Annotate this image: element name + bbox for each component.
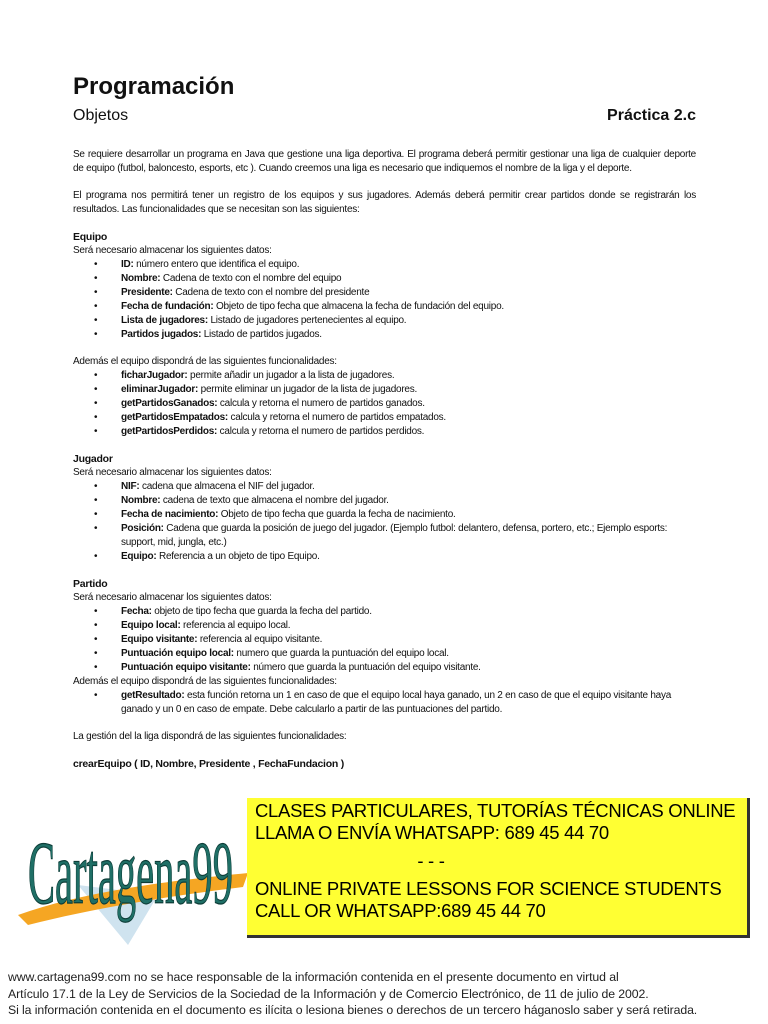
item-description: calcula y retorna el numero de partidos perdidos. — [217, 426, 425, 437]
list-item — [121, 300, 696, 314]
item-key: getPartidosGanados: — [121, 398, 218, 409]
item-description: Referencia a un objeto de tipo Equipo. — [156, 551, 320, 562]
partido-fields — [73, 605, 696, 675]
item-description: permite eliminar un jugador de la lista de jugadores. — [198, 384, 417, 395]
item-key: Puntuación equipo local: — [121, 648, 234, 659]
ad-separator: - - - — [417, 850, 445, 871]
list-item — [121, 522, 696, 550]
list-item — [121, 314, 696, 328]
list-item — [121, 550, 696, 564]
subtitle: Objetos — [73, 107, 129, 124]
item-key: ficharJugador: — [121, 370, 188, 381]
section-heading-equipo: Equipo — [73, 231, 108, 243]
item-description: Objeto de tipo fecha que almacena la fecha de fundación del equipo. — [213, 301, 504, 312]
equipo-fields — [73, 258, 696, 342]
equipo-functions — [73, 369, 696, 439]
list-item — [121, 508, 696, 522]
page-title: Programación — [73, 73, 235, 100]
item-description: permite añadir un jugador a la lista de jugadores. — [187, 370, 395, 381]
footer-line: www.cartagena99.com no se hace responsable de la información contenida en el presente documento en virtud al — [8, 970, 619, 984]
list-item — [121, 328, 696, 342]
list-item — [121, 661, 696, 675]
item-description: esta función retorna un 1 en caso de que el equipo local haya ganado, un 2 en caso de que el equipo visitante haya ganado y un 0 en caso de empate. Debe calcularlo a partir de las puntuaciones del partido. — [121, 690, 672, 715]
item-description: número que guarda la puntuación del equipo visitante. — [250, 662, 481, 673]
item-key: Posición: — [121, 523, 164, 534]
item-description: Cadena que guarda la posición de juego del jugador. (Ejemplo futbol: delantero, defensa, portero, etc.; Ejemplo esports: support, mid, jungla, etc.) — [121, 523, 668, 548]
crear-equipo-signature: crearEquipo ( ID, Nombre, Presidente , FechaFundacion ) — [73, 758, 344, 770]
item-description: Objeto de tipo fecha que guarda la fecha de nacimiento. — [218, 509, 456, 520]
list-item — [121, 383, 696, 397]
section-intro: Será necesario almacenar los siguientes datos: — [73, 467, 272, 478]
list-item — [121, 258, 696, 272]
ad-line: CALL OR WHATSAPP:689 45 44 70 — [255, 900, 546, 921]
subtitle-row — [73, 104, 696, 128]
item-description: Cadena de texto con el nombre del presidente — [172, 287, 370, 298]
intro-paragraph: El programa nos permitirá tener un registro de los equipos y sus jugadores. Además deberá permitir crear partidos donde se registrarán los resultados. Las funcionalidades que se necesitan son las siguientes: — [73, 190, 696, 215]
list-item — [121, 494, 696, 508]
item-key: Lista de jugadores: — [121, 315, 208, 326]
item-description: Listado de partidos jugados. — [201, 329, 322, 340]
item-key: Nombre: — [121, 273, 161, 284]
item-key: Equipo local: — [121, 620, 181, 631]
item-description: calcula y retorna el numero de partidos ganados. — [217, 398, 425, 409]
item-key: Fecha de fundación: — [121, 301, 214, 312]
list-item — [121, 619, 696, 633]
list-item — [121, 605, 696, 619]
ad-line: ONLINE PRIVATE LESSONS FOR SCIENCE STUDENTS — [255, 878, 722, 899]
item-key: Partidos jugados: — [121, 329, 202, 340]
item-key: Equipo visitante: — [121, 634, 198, 645]
cartagena99-logo — [8, 795, 248, 955]
section-intro: Además el equipo dispondrá de las siguientes funcionalidades: — [73, 676, 337, 687]
item-description: Cadena de texto con el nombre del equipo — [160, 273, 342, 284]
section-intro: Será necesario almacenar los siguientes datos: — [73, 245, 272, 256]
item-key: Nombre: — [121, 495, 161, 506]
item-key: Fecha de nacimiento: — [121, 509, 219, 520]
list-item — [121, 411, 696, 425]
item-key: Equipo: — [121, 551, 157, 562]
practice-label: Práctica 2.c — [607, 107, 696, 124]
item-description: cadena que almacena el NIF del jugador. — [139, 481, 315, 492]
partido-functions — [73, 689, 696, 717]
item-description: Listado de jugadores pertenecientes al equipo. — [207, 315, 407, 326]
item-key: getPartidosEmpatados: — [121, 412, 228, 423]
intro-paragraph: Se requiere desarrollar un programa en Java que gestione una liga deportiva. El programa deberá permitir gestionar una liga de cualquier deporte de equipo (futbol, baloncesto, esports, etc ). Cuando creemos una liga es necesario que indiquemos el nombre de la liga y el deporte. — [73, 149, 696, 174]
ad-line: LLAMA O ENVÍA WHATSAPP: 689 45 44 70 — [255, 822, 609, 843]
item-description: referencia al equipo visitante. — [197, 634, 323, 645]
section-heading-partido: Partido — [73, 578, 108, 590]
item-key: NIF: — [121, 481, 140, 492]
list-item — [121, 397, 696, 411]
section-heading-jugador: Jugador — [73, 453, 113, 465]
list-item — [121, 689, 696, 717]
list-item — [121, 425, 696, 439]
logo-text: Cartagena99 — [28, 822, 233, 924]
item-description: cadena de texto que almacena el nombre del jugador. — [160, 495, 389, 506]
item-description: referencia al equipo local. — [180, 620, 291, 631]
item-key: getResultado: — [121, 690, 185, 701]
item-key: Puntuación equipo visitante: — [121, 662, 251, 673]
item-key: getPartidosPerdidos: — [121, 426, 218, 437]
item-description: numero que guarda la puntuación del equipo local. — [233, 648, 449, 659]
document-body — [73, 70, 696, 771]
section-intro: Además el equipo dispondrá de las siguientes funcionalidades: — [73, 356, 337, 367]
item-key: Fecha: — [121, 606, 152, 617]
item-key: eliminarJugador: — [121, 384, 199, 395]
list-item — [121, 272, 696, 286]
list-item — [121, 480, 696, 494]
item-description: calcula y retorna el numero de partidos empatados. — [228, 412, 446, 423]
liga-intro: La gestión del la liga dispondrá de las siguientes funcionalidades: — [73, 731, 347, 742]
list-item — [121, 286, 696, 300]
footer-line: Si la información contenida en el documento es ilícita o lesiona bienes o derechos de un tercero háganoslo saber y será retirada. — [8, 1003, 698, 1017]
item-key: ID: — [121, 259, 134, 270]
disclaimer-footer — [8, 969, 697, 1019]
item-description: objeto de tipo fecha que guarda la fecha del partido. — [151, 606, 372, 617]
jugador-fields — [73, 480, 696, 564]
ad-line: CLASES PARTICULARES, TUTORÍAS TÉCNICAS ONLINE — [255, 800, 736, 821]
footer-line: Artículo 17.1 de la Ley de Servicios de la Sociedad de la Información y de Comercio Electrónico, de 11 de julio de 2002. — [8, 986, 649, 1001]
ad-banner[interactable] — [247, 798, 750, 938]
list-item — [121, 633, 696, 647]
list-item — [121, 369, 696, 383]
item-key: Presidente: — [121, 287, 173, 298]
list-item — [121, 647, 696, 661]
section-intro: Será necesario almacenar los siguientes datos: — [73, 592, 272, 603]
item-description: número entero que identifica el equipo. — [133, 259, 300, 270]
